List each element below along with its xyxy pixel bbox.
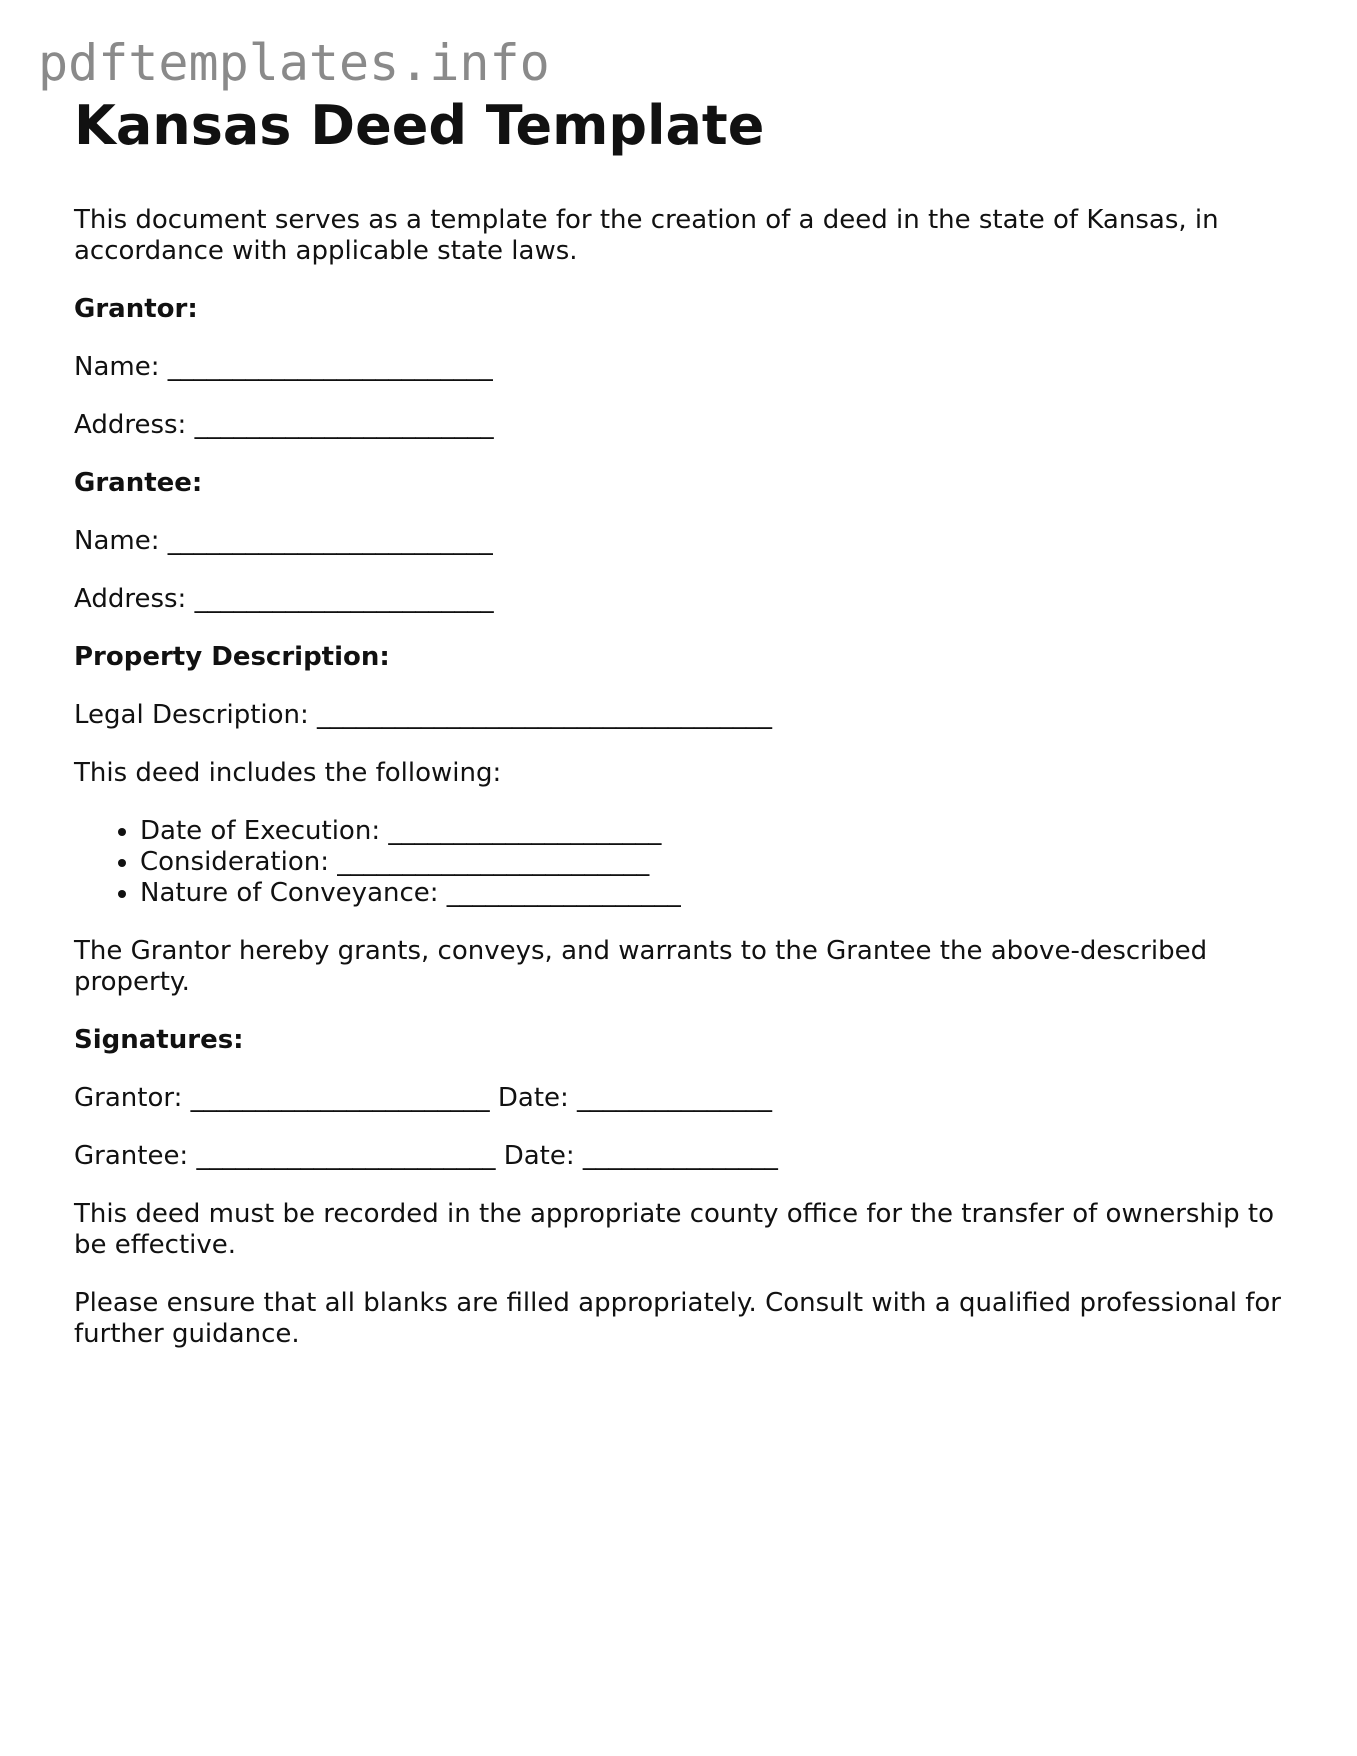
- recording-note: This deed must be recorded in the appropriate county office for the transfer of ownership to be effective.: [74, 1198, 1274, 1260]
- property-description-heading: Property Description:: [74, 641, 390, 672]
- document-page: [74, 94, 1294, 1350]
- grantor-address-field[interactable]: Address: _______________________: [74, 409, 494, 440]
- closing-note: Please ensure that all blanks are filled appropriately. Consult with a qualified professional for further guidance.: [74, 1287, 1281, 1349]
- consideration-field[interactable]: • Consideration: ________________________: [140, 847, 1294, 878]
- nature-of-conveyance-field[interactable]: • Nature of Conveyance: __________________: [140, 878, 1294, 909]
- grantee-heading: Grantee:: [74, 467, 203, 498]
- grantor-signature-line[interactable]: Grantor: _______________________ Date: _______________: [74, 1082, 773, 1113]
- signatures-heading: Signatures:: [74, 1024, 244, 1055]
- grantee-name-field[interactable]: Name: _________________________: [74, 525, 493, 556]
- deed-items-list: [74, 816, 1294, 909]
- includes-text: This deed includes the following:: [74, 757, 502, 788]
- grantee-signature-line[interactable]: Grantee: _______________________ Date: _______________: [74, 1140, 778, 1171]
- watermark-text: pdftemplates.info: [38, 34, 550, 92]
- grantor-heading: Grantor:: [74, 293, 198, 324]
- page-title: Kansas Deed Template: [74, 94, 765, 157]
- grantee-address-field[interactable]: Address: _______________________: [74, 583, 494, 614]
- grant-statement: The Grantor hereby grants, conveys, and warrants to the Grantee the above-described property.: [74, 935, 1208, 997]
- grantor-name-field[interactable]: Name: _________________________: [74, 351, 493, 382]
- date-of-execution-field[interactable]: • Date of Execution: _____________________: [140, 816, 1294, 847]
- intro-paragraph: This document serves as a template for the creation of a deed in the state of Kansas, in accordance with applicable state laws.: [74, 204, 1219, 266]
- legal-description-field[interactable]: Legal Description: ___________________________________: [74, 699, 773, 730]
